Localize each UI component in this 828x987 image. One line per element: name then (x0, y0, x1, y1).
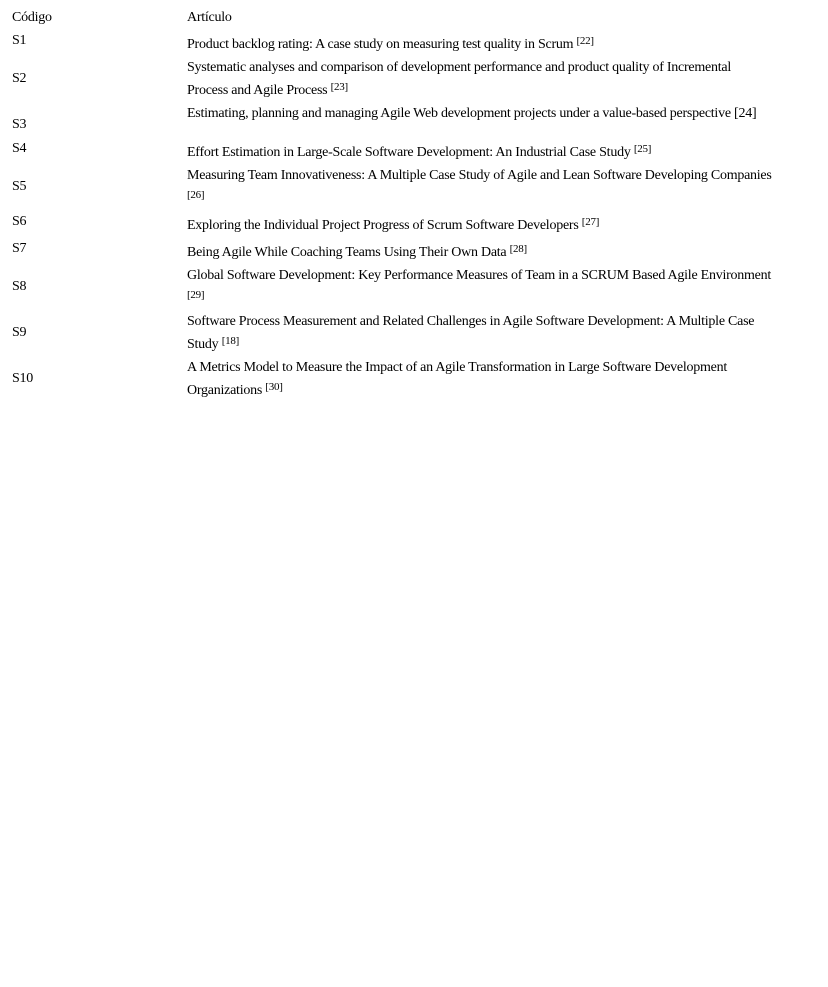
reference-number: [30] (265, 381, 283, 393)
row-code: S8 (12, 279, 27, 294)
table-row (12, 29, 772, 56)
row-title: Global Software Development: Key Performance Measures of Team in a SCRUM Based Agile Environment [29] (187, 268, 772, 301)
reference-number: [28] (509, 243, 527, 255)
table-row (12, 356, 772, 402)
row-title: Effort Estimation in Large-Scale Software Development: An Industrial Case Study [25] (187, 143, 652, 160)
table-header-row (12, 9, 772, 29)
row-code: S1 (12, 33, 27, 48)
reference-number: [23] (330, 81, 348, 93)
row-title: Systematic analyses and comparison of development performance and product quality of Incremental Process and Agile Process [23] (187, 60, 731, 98)
table-row (12, 56, 772, 102)
row-title: Being Agile While Coaching Teams Using Their Own Data [28] (187, 243, 527, 260)
table-row (12, 310, 772, 356)
reference-number: [18] (221, 335, 240, 347)
row-title: A Metrics Model to Measure the Impact of an Agile Transformation in Large Software Development Organizations [30] (187, 360, 727, 398)
header-article: Artículo (187, 10, 232, 25)
reference-number: [26] (187, 189, 205, 201)
row-code: S2 (12, 71, 27, 86)
row-title: Product backlog rating: A case study on measuring test quality in Scrum [22] (187, 35, 594, 52)
header-code: Código (12, 10, 52, 25)
row-title: Measuring Team Innovativeness: A Multiple Case Study of Agile and Lean Software Developing Companies [26] (187, 168, 772, 201)
row-code: S9 (12, 325, 27, 340)
table-row (12, 237, 772, 264)
row-code: S7 (12, 241, 27, 256)
table-row (12, 264, 772, 310)
table-row (12, 137, 772, 164)
row-title: Estimating, planning and managing Agile Web development projects under a value-based perspective [24] (187, 106, 757, 121)
row-code: S6 (12, 214, 27, 229)
table-row (12, 102, 772, 137)
reference-number: [25] (633, 143, 652, 155)
row-title: Exploring the Individual Project Progress of Scrum Software Developers [27] (187, 216, 600, 233)
articles-table (12, 9, 772, 402)
reference-number: [29] (187, 289, 205, 301)
reference-number: [24] (734, 106, 757, 121)
row-title: Software Process Measurement and Related Challenges in Agile Software Development: A Multiple Case Study [18] (187, 314, 755, 352)
row-code: S4 (12, 141, 27, 156)
table-row (12, 164, 772, 210)
row-code: S5 (12, 179, 27, 194)
row-code: S3 (12, 117, 27, 132)
reference-number: [22] (576, 35, 594, 47)
row-code: S10 (12, 371, 34, 386)
reference-number: [27] (581, 216, 600, 228)
table-row (12, 210, 772, 237)
